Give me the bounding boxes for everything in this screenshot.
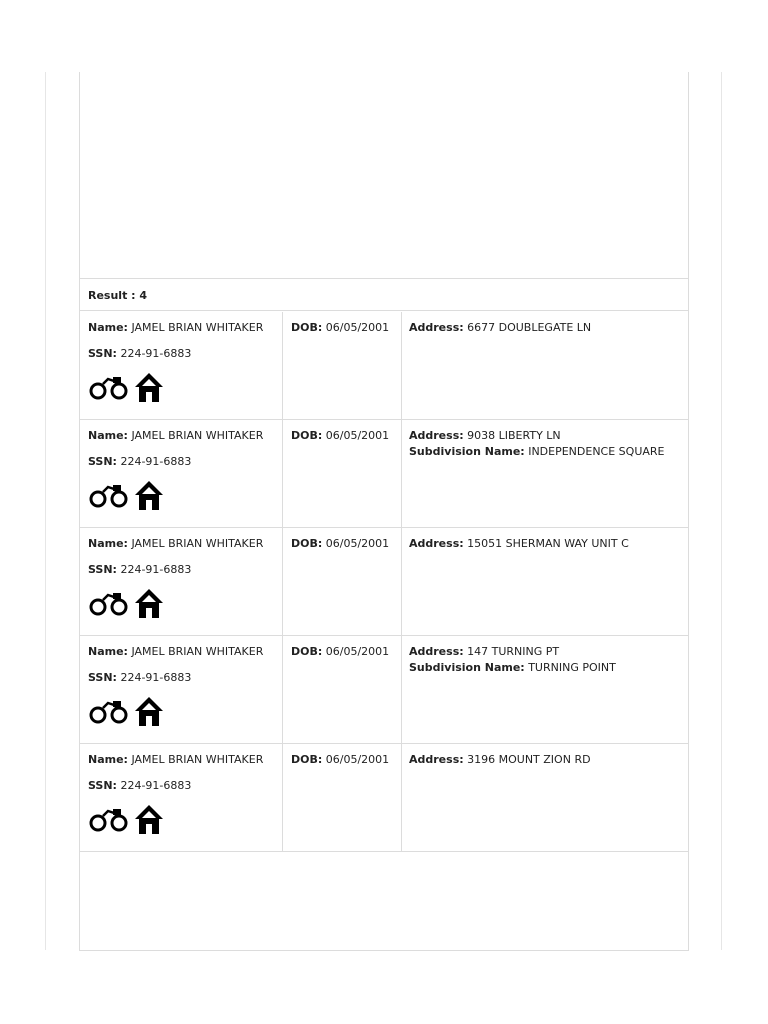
record-icons [88,585,282,621]
dob-label: DOB: [291,321,323,334]
address-line [409,428,688,444]
dob-value: 06/05/2001 [325,321,390,334]
results-panel [79,72,689,951]
name-line [88,320,282,336]
person-cell [80,312,283,419]
name-value: JAMEL BRIAN WHITAKER [131,429,264,442]
handcuffs-icon[interactable] [88,480,130,510]
table-row [80,744,688,852]
handcuffs-icon[interactable] [88,696,130,726]
address-value: 3196 MOUNT ZION RD [467,753,591,766]
dob-label: DOB: [291,537,323,550]
right-divider [721,72,722,950]
dob-label: DOB: [291,645,323,658]
dob-cell [283,420,402,527]
person-cell [80,636,283,743]
results-table [80,312,688,852]
handcuffs-icon[interactable] [88,804,130,834]
name-label: Name: [88,537,128,550]
person-cell [80,528,283,635]
ssn-label: SSN: [88,779,117,792]
address-label: Address: [409,537,464,550]
address-line [409,320,688,336]
record-icons [88,369,282,405]
name-line [88,536,282,552]
name-line [88,752,282,768]
address-cell [402,420,688,527]
subdivision-label: Subdivision Name: [409,661,525,674]
dob-cell [283,528,402,635]
address-value: 6677 DOUBLEGATE LN [467,321,592,334]
person-cell [80,420,283,527]
address-line [409,536,688,552]
record-icons [88,693,282,729]
subdivision-line [409,660,688,676]
ssn-line [88,670,282,686]
address-value: 15051 SHERMAN WAY UNIT C [467,537,629,550]
handcuffs-icon[interactable] [88,588,130,618]
house-icon[interactable] [134,587,164,619]
dob-value: 06/05/2001 [325,645,390,658]
table-row [80,528,688,636]
name-value: JAMEL BRIAN WHITAKER [131,753,264,766]
ssn-line [88,778,282,794]
address-line [409,644,688,660]
ssn-label: SSN: [88,563,117,576]
table-row [80,636,688,744]
subdivision-label: Subdivision Name: [409,445,525,458]
ssn-value: 224-91-6883 [120,671,192,684]
dob-cell [283,636,402,743]
ssn-value: 224-91-6883 [120,347,192,360]
ssn-value: 224-91-6883 [120,779,192,792]
dob-label: DOB: [291,753,323,766]
table-row [80,420,688,528]
dob-value: 06/05/2001 [325,753,390,766]
address-label: Address: [409,645,464,658]
house-icon[interactable] [134,371,164,403]
address-value: 9038 LIBERTY LN [467,429,561,442]
ssn-label: SSN: [88,671,117,684]
ssn-value: 224-91-6883 [120,563,192,576]
address-cell [402,312,688,419]
name-value: JAMEL BRIAN WHITAKER [131,537,264,550]
house-icon[interactable] [134,695,164,727]
name-value: JAMEL BRIAN WHITAKER [131,645,264,658]
name-label: Name: [88,321,128,334]
left-divider [45,72,46,950]
ssn-label: SSN: [88,455,117,468]
address-label: Address: [409,753,464,766]
ssn-value: 224-91-6883 [120,455,192,468]
dob-value: 06/05/2001 [325,537,390,550]
address-cell [402,636,688,743]
ssn-label: SSN: [88,347,117,360]
address-line [409,752,688,768]
handcuffs-icon[interactable] [88,372,130,402]
dob-label: DOB: [291,429,323,442]
table-row [80,312,688,420]
result-count: Result : 4 [80,278,688,311]
subdivision-line [409,444,688,460]
house-icon[interactable] [134,479,164,511]
name-label: Name: [88,645,128,658]
dob-cell [283,312,402,419]
house-icon[interactable] [134,803,164,835]
ssn-line [88,562,282,578]
address-cell [402,744,688,851]
name-label: Name: [88,429,128,442]
record-icons [88,477,282,513]
address-value: 147 TURNING PT [467,645,560,658]
address-cell [402,528,688,635]
name-value: JAMEL BRIAN WHITAKER [131,321,264,334]
ssn-line [88,346,282,362]
name-line [88,644,282,660]
name-line [88,428,282,444]
ssn-line [88,454,282,470]
address-label: Address: [409,429,464,442]
name-label: Name: [88,753,128,766]
dob-cell [283,744,402,851]
person-cell [80,744,283,851]
record-icons [88,801,282,837]
address-label: Address: [409,321,464,334]
subdivision-value: TURNING POINT [528,661,616,674]
dob-value: 06/05/2001 [325,429,390,442]
subdivision-value: INDEPENDENCE SQUARE [528,445,665,458]
